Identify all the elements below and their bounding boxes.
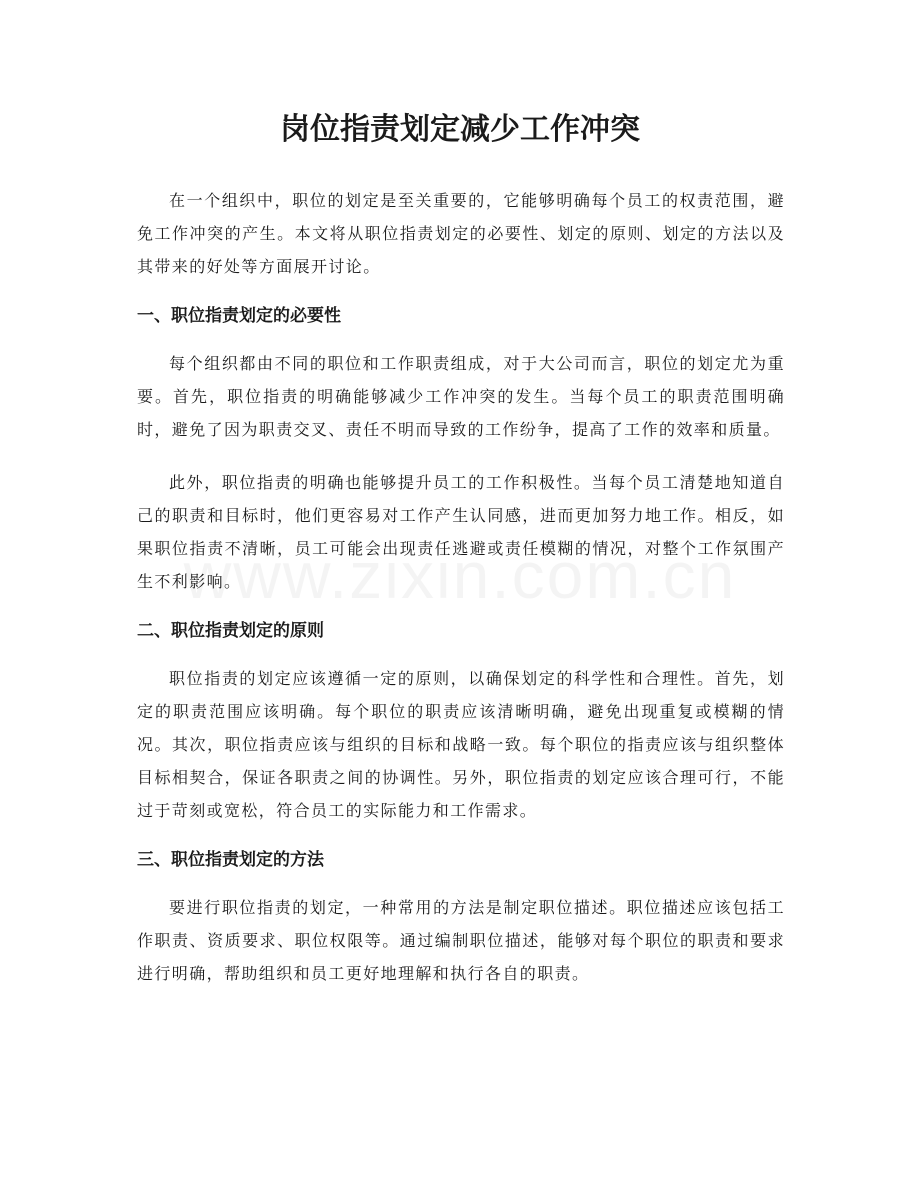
- section-heading-necessity: 一、职位指责划定的必要性: [137, 306, 341, 326]
- section-heading-principles: 二、职位指责划定的原则: [137, 621, 324, 641]
- section-heading-methods: 三、职位指责划定的方法: [137, 850, 324, 870]
- section-1-paragraph-2: 此外，职位指责的明确也能够提升员工的工作积极性。当每个员工清楚地知道自己的职责和目标时，他们更容易对工作产生认同感，进而更加努力地工作。相反，如果职位指责不清晰，员工可能会出现责任逃避或责任模糊的情况，对整个工作氛围产生不利影响。: [137, 473, 785, 591]
- document-title: 岗位指责划定减少工作冲突: [280, 112, 640, 147]
- intro-paragraph: 在一个组织中，职位的划定是至关重要的，它能够明确每个员工的权责范围，避免工作冲突的产生。本文将从职位指责划定的必要性、划定的原则、划定的方法以及其带来的好处等方面展开讨论。: [137, 191, 785, 276]
- section-1-paragraph-1: 每个组织都由不同的职位和工作职责组成，对于大公司而言，职位的划定尤为重要。首先，职位指责的明确能够减少工作冲突的发生。当每个员工的职责范围明确时，避免了因为职责交叉、责任不明而导致的工作纷争，提高了工作的效率和质量。: [137, 354, 785, 439]
- document-body: [137, 184, 785, 1010]
- section-2-paragraph-1: 职位指责的划定应该遵循一定的原则，以确保划定的科学性和合理性。首先，划定的职责范围应该明确。每个职位的职责应该清晰明确，避免出现重复或模糊的情况。其次，职位指责应该与组织的目标和战略一致。每个职位的指责应该与组织整体目标相契合，保证各职责之间的协调性。另外，职位指责的划定应该合理可行，不能过于苛刻或宽松，符合员工的实际能力和工作需求。: [137, 669, 785, 820]
- section-3-paragraph-1: 要进行职位指责的划定，一种常用的方法是制定职位描述。职位描述应该包括工作职责、资质要求、职位权限等。通过编制职位描述，能够对每个职位的职责和要求进行明确，帮助组织和员工更好地理解和执行各自的职责。: [137, 898, 785, 983]
